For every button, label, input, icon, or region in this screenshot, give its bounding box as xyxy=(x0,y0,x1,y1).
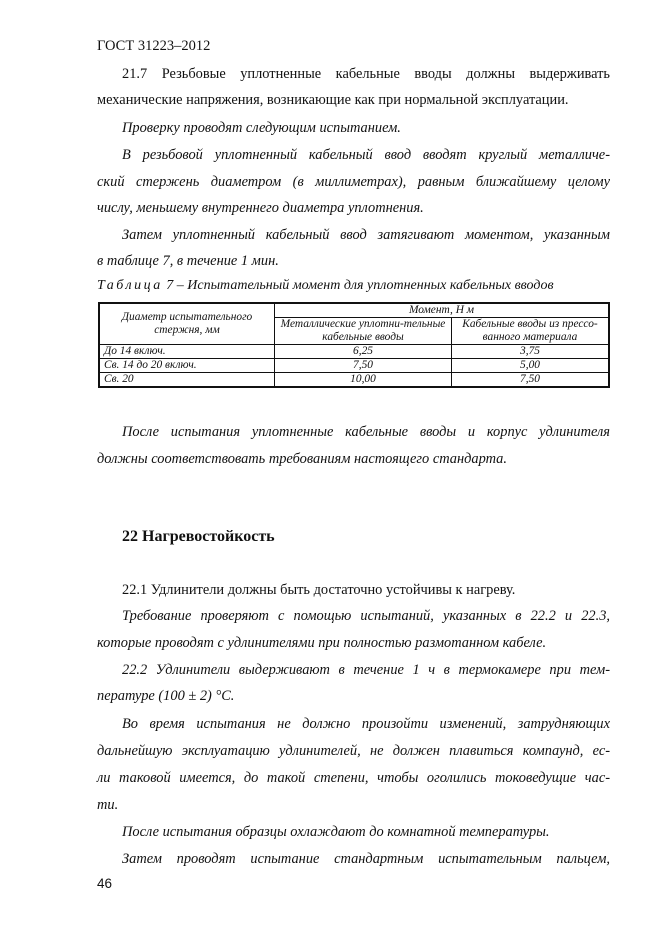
rod-insertion-line-1: В резьбовой уплотненный кабельный ввод вводят круглый металличе- xyxy=(122,147,610,163)
table-caption-label: Таблица xyxy=(97,278,163,293)
table-row xyxy=(99,359,609,373)
row-diameter: Св. 20 xyxy=(99,373,275,388)
row-metal-value: 6,25 xyxy=(275,345,452,359)
table-row xyxy=(99,373,609,388)
paragraph-22-1: 22.1 Удлинители должны быть достаточно устойчивы к нагреву. xyxy=(122,582,516,598)
table-caption-text: 7 – Испытательный момент для уплотненных кабельных вводов xyxy=(166,278,554,293)
row-diameter: Св. 14 до 20 включ. xyxy=(99,359,275,373)
row-pressed-value: 5,00 xyxy=(452,359,610,373)
section-22-heading: 22 Нагревостойкость xyxy=(122,528,275,545)
row-diameter: До 14 включ. xyxy=(99,345,275,359)
row-metal-value: 7,50 xyxy=(275,359,452,373)
col-pressed-header: Кабельные вводы из прессо-ванного материала xyxy=(452,318,610,345)
after-test-line-1: После испытания уплотненные кабельные вводы и корпус удлинителя xyxy=(122,424,610,440)
table-7 xyxy=(98,302,610,388)
test-procedure-intro: Проверку проводят следующим испытанием. xyxy=(122,120,401,136)
no-changes-line-3: ли таковой имеется, до такой степени, чтобы оголились токоведущие час- xyxy=(97,770,610,786)
col-group-torque-header: Момент, Н м xyxy=(275,303,610,318)
torque-line-2: в таблице 7, в течение 1 мин. xyxy=(97,253,279,269)
paragraph-22-2-line-2: пературе (100 ± 2) °С. xyxy=(97,688,235,704)
after-test-line-2: должны соответствовать требованиям настоящего стандарта. xyxy=(97,451,507,467)
table-row xyxy=(99,345,609,359)
finger-test-line-1: Затем проводят испытание стандартным испытательным пальцем, xyxy=(122,851,610,867)
document-code-header: ГОСТ 31223–2012 xyxy=(97,38,211,54)
rod-insertion-line-3: числу, меньшему внутреннего диаметра уплотнения. xyxy=(97,200,424,216)
col-metal-header: Металлические уплотни-тельные кабельные вводы xyxy=(275,318,452,345)
rod-insertion-line-2: ский стержень диаметром (в миллиметрах), равным ближайшему целому xyxy=(97,174,610,190)
row-metal-value: 10,00 xyxy=(275,373,452,388)
no-changes-line-2: дальнейшую эксплуатацию удлинителей, не должен плавиться компаунд, ес- xyxy=(97,743,610,759)
requirement-line-1: Требование проверяют с помощью испытаний, указанных в 22.2 и 22.3, xyxy=(122,608,610,624)
requirement-line-2: которые проводят с удлинителями при полностью размотанном кабеле. xyxy=(97,635,547,651)
row-pressed-value: 3,75 xyxy=(452,345,610,359)
paragraph-22-2-line-1: 22.2 Удлинители выдерживают в течение 1 ч в термокамере при тем- xyxy=(122,662,610,678)
cooling-paragraph: После испытания образцы охлаждают до комнатной температуры. xyxy=(122,824,550,840)
table-7-caption xyxy=(97,278,554,294)
row-pressed-value: 7,50 xyxy=(452,373,610,388)
no-changes-line-4: ти. xyxy=(97,797,119,813)
page-number: 46 xyxy=(97,876,113,891)
col-diameter-header: Диаметр испытательного стержня, мм xyxy=(99,303,275,345)
paragraph-21-7-line-1: 21.7 Резьбовые уплотненные кабельные вводы должны выдерживать xyxy=(122,66,610,82)
no-changes-line-1: Во время испытания не должно произойти изменений, затрудняющих xyxy=(122,716,610,732)
torque-line-1: Затем уплотненный кабельный ввод затягивают моментом, указанным xyxy=(122,227,610,243)
paragraph-21-7-line-2: механические напряжения, возникающие как при нормальной эксплуатации. xyxy=(97,92,569,108)
